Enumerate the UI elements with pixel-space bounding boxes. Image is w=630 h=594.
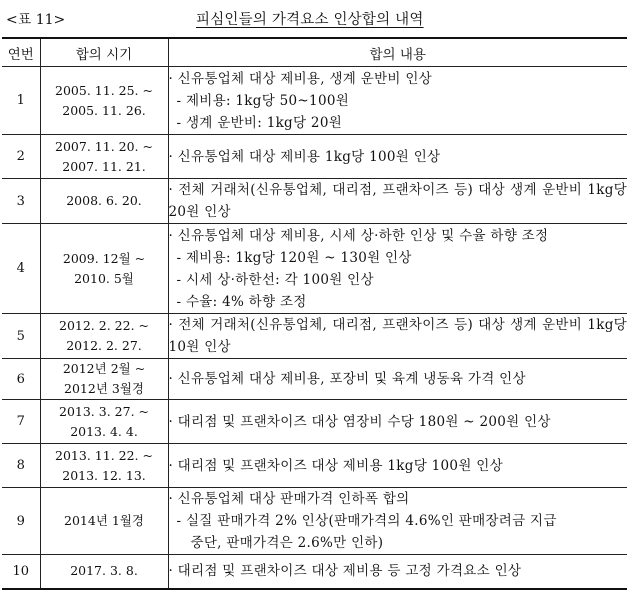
table-row [2, 314, 627, 359]
table-row [2, 400, 627, 444]
header-content: 합의 내용 [168, 38, 627, 67]
content-item: · 전체 거래처(신유통업체, 대리점, 프랜차이즈 등) 대상 생계 운반비 1kg당 20원 인상 [168, 182, 627, 220]
date-line: 2012. 2. 27. [66, 338, 142, 353]
header-number: 연번 [2, 38, 40, 67]
content-item: · 대리점 및 프랜차이즈 대상 염장비 수당 180원 ~ 200원 인상 [168, 413, 551, 430]
row-date [40, 488, 168, 555]
table-row [2, 444, 627, 488]
content-item: · 신유통업체 대상 제비용 1kg당 100원 인상 [168, 148, 441, 165]
row-number: 8 [2, 444, 40, 488]
date-line: 2014년 1월경 [64, 513, 144, 528]
date-line: 2005. 11. 26. [62, 102, 146, 118]
content-subitem: - 제비용: 1kg당 50~100원 [176, 92, 350, 109]
content-subitem: - 수율: 4% 하향 조정 [176, 293, 307, 310]
row-content [168, 314, 627, 359]
row-content [168, 444, 627, 488]
content-item: · 신유통업체 대상 제비용, 시세 상·하한 인상 및 수율 하향 조정 [168, 227, 549, 244]
row-date [40, 555, 168, 589]
content-subitem: - 제비용: 1kg당 120원 ~ 130원 인상 [176, 249, 412, 266]
content-subitem: - 실질 판매가격 2% 인상(판매가격의 4.6%인 판매장려금 지급 [176, 513, 557, 529]
row-content [168, 359, 627, 400]
date-line: 2012년 3월경 [64, 381, 144, 396]
row-date [40, 135, 168, 179]
content-subitem: 중단, 판매가격은 2.6%만 인하) [190, 535, 384, 551]
date-line: 2017. 3. 8. [70, 563, 138, 579]
content-subitem: - 시세 상·하한선: 각 100원 인상 [176, 271, 374, 288]
row-date [40, 224, 168, 314]
table-body [2, 67, 627, 589]
row-content [168, 67, 627, 135]
table-label: <표 11> [6, 12, 66, 28]
header-row [2, 38, 627, 67]
row-number: 3 [2, 179, 40, 224]
row-number: 4 [2, 224, 40, 314]
row-content [168, 179, 627, 224]
table-row [2, 179, 627, 224]
row-number: 2 [2, 135, 40, 179]
row-content [168, 555, 627, 589]
row-number: 5 [2, 314, 40, 359]
date-line: 2010. 5월 [74, 270, 134, 286]
table-row [2, 488, 627, 555]
date-line: 2013. 11. 22. ~ [55, 447, 153, 463]
date-line: 2013. 12. 13. [62, 467, 146, 483]
content-item: · 전체 거래처(신유통업체, 대리점, 프랜차이즈 등) 대상 생계 운반비 1kg당 10원 인상 [168, 317, 627, 355]
row-date [40, 179, 168, 224]
agreements-table [2, 37, 627, 590]
content-item: · 신유통업체 대상 제비용, 포장비 및 육계 냉동육 가격 인상 [168, 371, 526, 387]
date-line: 2012년 2월 ~ [62, 361, 146, 376]
row-date [40, 444, 168, 488]
row-number: 10 [2, 555, 40, 589]
table-row [2, 359, 627, 400]
row-number: 6 [2, 359, 40, 400]
content-item: · 대리점 및 프랜차이즈 대상 제비용 1kg당 100원 인상 [168, 457, 503, 474]
caption-row [0, 0, 630, 36]
content-item: · 대리점 및 프랜차이즈 대상 제비용 등 고정 가격요소 인상 [168, 563, 522, 580]
header-date: 합의 시기 [40, 38, 168, 67]
date-line: 2007. 11. 20. ~ [55, 138, 153, 154]
content-item: · 신유통업체 대상 판매가격 인하폭 합의 [168, 491, 410, 507]
content-subitem: - 생계 운반비: 1kg당 20원 [176, 114, 343, 131]
date-line: 2013. 3. 27. ~ [59, 403, 149, 419]
row-date [40, 314, 168, 359]
date-line: 2008. 6. 20. [66, 193, 142, 208]
date-line: 2009. 12월 ~ [62, 250, 146, 266]
row-content [168, 400, 627, 444]
date-line: 2012. 2. 22. ~ [59, 318, 149, 333]
row-date [40, 359, 168, 400]
row-number: 1 [2, 67, 40, 135]
row-date [40, 67, 168, 135]
date-line: 2007. 11. 21. [62, 158, 146, 174]
row-number: 9 [2, 488, 40, 555]
table-row [2, 67, 627, 135]
table-title: 피심인들의 가격요소 인상합의 내역 [196, 12, 424, 28]
row-number: 7 [2, 400, 40, 444]
row-content [168, 224, 627, 314]
date-line: 2013. 4. 4. [70, 423, 138, 439]
table-row [2, 135, 627, 179]
content-item: · 신유통업체 대상 제비용, 생계 운반비 인상 [168, 70, 433, 87]
row-date [40, 400, 168, 444]
row-content [168, 488, 627, 555]
table-row [2, 224, 627, 314]
table-row [2, 555, 627, 589]
date-line: 2005. 11. 25. ~ [55, 82, 153, 98]
row-content [168, 135, 627, 179]
